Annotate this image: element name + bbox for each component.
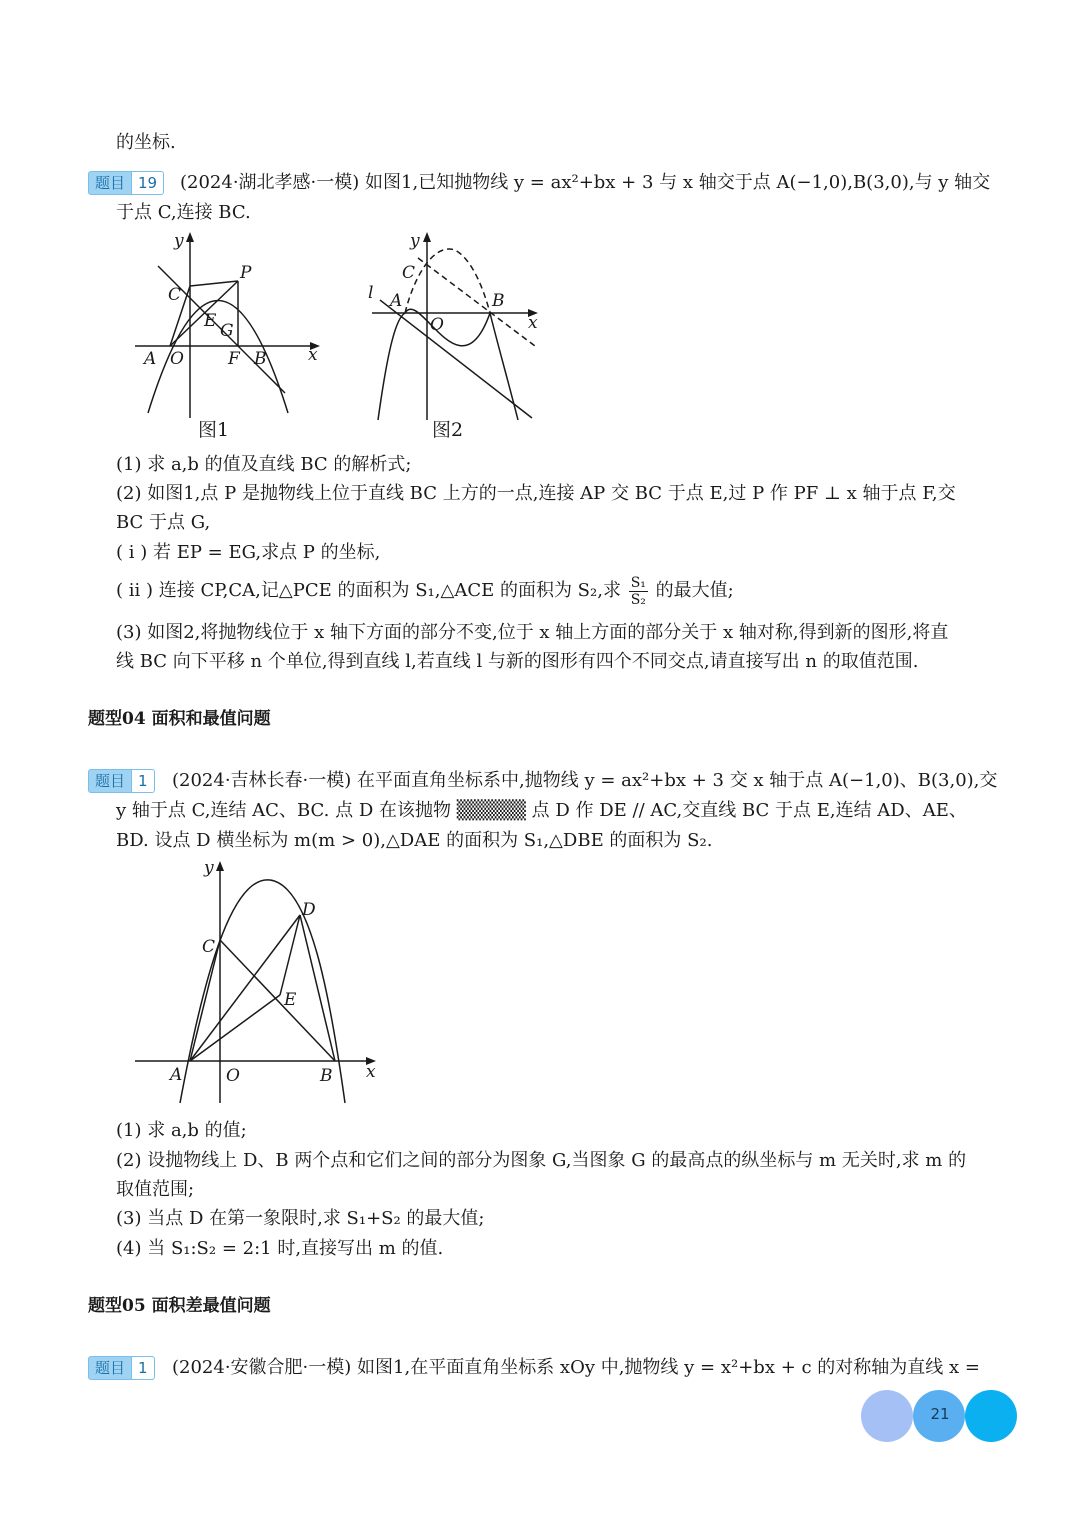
- figure-1: [130, 228, 330, 446]
- fig3-label-a: A: [170, 1065, 183, 1085]
- problem1a-q1: (1) 求 a,b 的值;: [116, 1120, 247, 1141]
- fraction-denominator: S₂: [630, 591, 646, 608]
- fig3-label-e: E: [284, 990, 297, 1010]
- parabola: [148, 301, 288, 414]
- problem19-q3b: 线 BC 向下平移 n 个单位,得到直线 l,若直线 l 与新的图形有四个不同交点,请直接写出 n 的取值范围.: [116, 651, 919, 672]
- problem1a-q2a: (2) 设抛物线上 D、B 两个点和它们之间的部分为图象 G,当图象 G 的最高点的纵坐标与 m 无关时,求 m 的: [116, 1150, 967, 1171]
- problem19-line2: 于点 C,连接 BC.: [116, 202, 251, 223]
- fig1-label-e: E: [204, 311, 217, 331]
- fig2-label-l: l: [368, 283, 374, 303]
- fig1-label-c: C: [168, 285, 182, 305]
- problem1a-q2b: 取值范围;: [116, 1179, 195, 1200]
- fig1-label-o: O: [170, 349, 184, 369]
- problem1a-q4: (4) 当 S₁:S₂ = 2:1 时,直接写出 m 的值.: [116, 1238, 444, 1259]
- problem19-q2ii: [116, 571, 734, 611]
- problem1b-line1: (2024·安徽合肥·一模) 如图1,在平面直角坐标系 xOy 中,抛物线 y = x²+bx + c 的对称轴为直线 x =: [172, 1357, 980, 1378]
- tag-number: 1: [132, 769, 155, 793]
- line-l: [380, 300, 532, 418]
- fig1-label-p: P: [240, 263, 252, 283]
- problem19-q1: (1) 求 a,b 的值及直线 BC 的解析式;: [116, 454, 412, 475]
- fig2-label-x: x: [528, 313, 538, 333]
- section-heading-04: 题型04 面积和最值问题: [88, 709, 271, 729]
- problem19-q2i: ( i ) 若 EP = EG,求点 P 的坐标,: [116, 542, 381, 563]
- fig2-caption: 图2: [432, 419, 464, 441]
- fig2-label-b: B: [492, 291, 505, 311]
- fig1-label-g: G: [220, 321, 234, 341]
- figure-problem1: [130, 855, 385, 1110]
- fig1-label-a: A: [144, 349, 157, 369]
- parabola-lower: [378, 309, 518, 420]
- fig3-label-b: B: [320, 1066, 333, 1086]
- page-badge-left: [861, 1390, 913, 1442]
- fig1-label-y: y: [174, 231, 184, 251]
- tag-number: 19: [132, 171, 164, 195]
- problem19-line1: (2024·湖北孝感·一模) 如图1,已知抛物线 y = ax²+bx + 3 与 x 轴交于点 A(−1,0),B(3,0),与 y 轴交: [180, 172, 991, 193]
- problem1a-line1: (2024·吉林长春·一模) 在平面直角坐标系中,抛物线 y = ax²+bx + 3 交 x 轴于点 A(−1,0)、B(3,0),交: [172, 770, 998, 791]
- segment-cp: [190, 281, 238, 286]
- problem-tag: [88, 171, 164, 195]
- tag-label: 题目: [88, 171, 132, 195]
- tag-label: 题目: [88, 769, 132, 793]
- section-heading-05: 题型05 面积差最值问题: [88, 1296, 271, 1316]
- tag-label: 题目: [88, 1356, 132, 1380]
- problem-tag: [88, 1356, 155, 1380]
- fraction: [629, 575, 648, 608]
- fig1-caption: 图1: [198, 419, 230, 441]
- fig2-label-y: y: [410, 231, 420, 251]
- fig1-label-x: x: [308, 345, 318, 365]
- segment-de: [280, 915, 300, 995]
- problem1a-line2: y 轴于点 C,连结 AC、BC. 点 D 在该抛物 ▒▒▒▒▒ 点 D 作 DE // AC,交直线 BC 于点 E,连结 AD、AE、: [116, 800, 967, 821]
- problem-tag: [88, 769, 155, 793]
- fraction-numerator: S₁: [630, 574, 646, 591]
- fig1-label-b: B: [254, 349, 267, 369]
- problem19-q3a: (3) 如图2,将抛物线位于 x 轴下方面的部分不变,位于 x 轴上方面的部分关于 x 轴对称,得到新的图形,将直: [116, 622, 949, 643]
- problem19-q2a: (2) 如图1,点 P 是抛物线上位于直线 BC 上方的一点,连接 AP 交 BC 于点 E,过 P 作 PF ⊥ x 轴于点 F,交: [116, 483, 956, 504]
- top-line: 的坐标.: [116, 132, 176, 153]
- figure-2: [360, 228, 550, 446]
- tag-number: 1: [132, 1356, 155, 1380]
- page-number: 21: [930, 1405, 950, 1423]
- fig2-label-o: O: [430, 315, 444, 335]
- fig2-label-a: A: [390, 291, 403, 311]
- problem1a-line3: BD. 设点 D 横坐标为 m(m > 0),△DAE 的面积为 S₁,△DBE 的面积为 S₂.: [116, 830, 713, 851]
- fig3-label-x: x: [366, 1062, 376, 1082]
- fig1-label-f: F: [228, 349, 240, 369]
- segment-db: [300, 915, 335, 1061]
- fig3-label-c: C: [202, 937, 216, 957]
- fig3-label-o: O: [226, 1066, 240, 1086]
- q2ii-text: ( ii ) 连接 CP,CA,记△PCE 的面积为 S₁,△ACE 的面积为 S₂,求: [116, 580, 621, 601]
- page-badge-right: [965, 1390, 1017, 1442]
- problem19-q2b: BC 于点 G,: [116, 512, 211, 533]
- fig3-label-d: D: [302, 900, 316, 920]
- q2ii-text-end: 的最大值;: [655, 580, 734, 601]
- fig3-label-y: y: [204, 858, 214, 878]
- problem1a-q3: (3) 当点 D 在第一象限时,求 S₁+S₂ 的最大值;: [116, 1208, 485, 1229]
- fig2-label-c: C: [402, 263, 416, 283]
